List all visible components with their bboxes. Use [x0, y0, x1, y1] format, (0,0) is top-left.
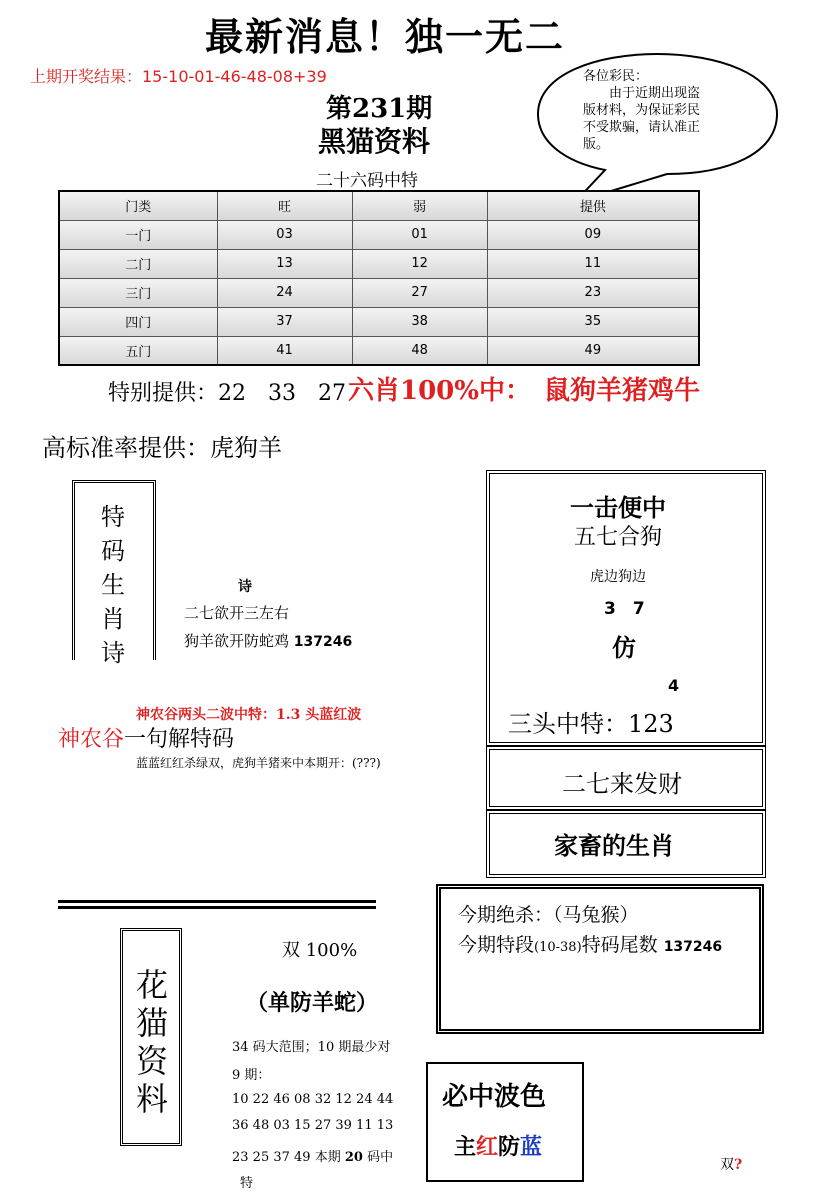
- table-header: 提供: [487, 191, 699, 220]
- table-cell: 五门: [59, 336, 217, 365]
- poem-label: 诗: [238, 579, 252, 595]
- single-guard: （单防羊蛇）: [246, 990, 379, 1016]
- table-cell: 49: [487, 336, 699, 365]
- poem-line: 二七欲开三左右: [184, 604, 290, 622]
- range-line: 10 22 46 08 32 12 24 44: [232, 1092, 394, 1107]
- last-result: 上期开奖结果：15-10-01-46-48-08+39: [30, 67, 327, 86]
- shennong-heading: 神农谷两头二波中特：1.3 头蓝红波: [136, 707, 362, 723]
- table-cell: 一门: [59, 220, 217, 249]
- table-cell: 01: [352, 220, 487, 249]
- six-zodiac: 六肖100%中： 鼠狗羊猪鸡牛: [348, 376, 700, 406]
- table-cell: 09: [487, 220, 699, 249]
- table-header: 弱: [352, 191, 487, 220]
- double-question: 双?: [720, 1157, 743, 1173]
- divider: [58, 900, 376, 909]
- table-cell: 41: [217, 336, 352, 365]
- table-cell: 37: [217, 307, 352, 336]
- doc-name: 黑猫资料: [318, 125, 431, 158]
- one-hit-title: 一击便中: [570, 493, 666, 522]
- livestock-text: 家畜的生肖: [554, 831, 674, 860]
- table-cell: 23: [487, 278, 699, 307]
- range-line: 36 48 03 15 27 39 11 13: [232, 1118, 394, 1133]
- table-row: [59, 307, 699, 336]
- table-header-row: [59, 191, 699, 220]
- shennong-title: 神农谷一句解特码: [58, 727, 235, 752]
- one-hit-line: 4: [668, 676, 680, 695]
- table-row: [59, 336, 699, 365]
- double-100: 双 100%: [282, 940, 358, 961]
- number-table: [58, 190, 700, 366]
- range-line: 特: [240, 1176, 254, 1191]
- one-hit-line: 3 7: [604, 599, 645, 619]
- table-cell: 13: [217, 249, 352, 278]
- table-header: 门类: [59, 191, 217, 220]
- three-heads: 三头中特：123: [508, 710, 674, 738]
- range-line: 23 25 37 49 本期 20 码中: [232, 1150, 394, 1165]
- special-offer: 特别提供：22 33 27: [108, 381, 346, 406]
- table-cell: 03: [217, 220, 352, 249]
- main-title: 最新消息！独一无二: [205, 14, 566, 59]
- one-hit-line: 虎边狗边: [590, 569, 646, 585]
- table-cell: 27: [352, 278, 487, 307]
- table-row: [59, 249, 699, 278]
- table-cell: 24: [217, 278, 352, 307]
- range-line: 34 码大范围；10 期最少对: [232, 1040, 391, 1055]
- shennong-desc: 蓝蓝红红杀绿双，虎狗羊猪来中本期开：(???): [136, 756, 381, 770]
- wave-sub: 主红防蓝: [454, 1134, 543, 1160]
- huamao-vertical-title: 花 猫 资 料: [135, 966, 168, 1118]
- wave-title: 必中波色: [442, 1082, 547, 1112]
- issue-number: 第231期: [326, 94, 433, 124]
- table-cell: 三门: [59, 278, 217, 307]
- poem-line: 狗羊欲开防蛇鸡 137246: [184, 632, 353, 650]
- kill-line: 今期绝杀：（马兔猴）: [458, 904, 639, 926]
- poem-vertical-title: 特 码 生 肖 诗: [101, 503, 125, 667]
- box-27-text: 二七来发财: [562, 770, 682, 798]
- table-header: 旺: [217, 191, 352, 220]
- table-cell: 11: [487, 249, 699, 278]
- table-cell: 12: [352, 249, 487, 278]
- notice-text: 各位彩民： 由于近期出现盗 版材料，为保证彩民 不受欺骗，请认准正 版。: [583, 69, 701, 152]
- table-row: [59, 220, 699, 249]
- table-row: [59, 278, 699, 307]
- table-cell: 二门: [59, 249, 217, 278]
- subtitle: 二十六码中特: [316, 171, 418, 191]
- kill-line: 今期特段(10-38)特码尾数 137246: [458, 934, 723, 956]
- high-accuracy: 高标准率提供：虎狗羊: [42, 434, 282, 462]
- table-cell: 48: [352, 336, 487, 365]
- table-cell: 35: [487, 307, 699, 336]
- one-hit-line: 五七合狗: [574, 525, 663, 550]
- table-cell: 38: [352, 307, 487, 336]
- table-cell: 四门: [59, 307, 217, 336]
- one-hit-line: 仿: [612, 633, 636, 662]
- range-line: 9 期：: [232, 1068, 271, 1083]
